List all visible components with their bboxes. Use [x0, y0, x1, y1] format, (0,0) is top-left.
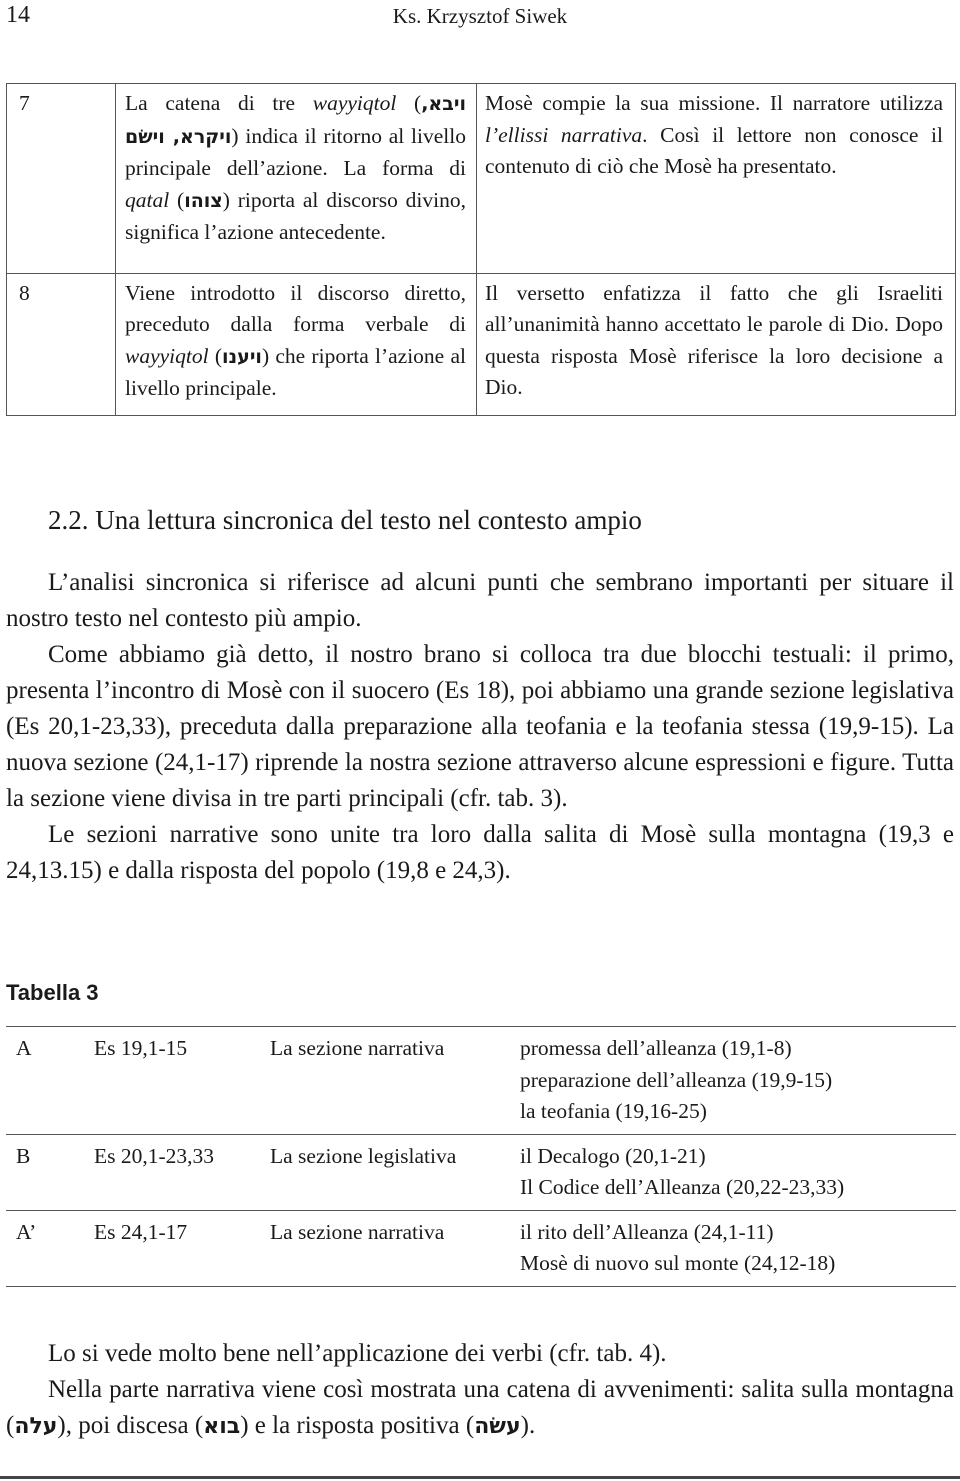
text-run: ( — [169, 187, 185, 212]
text-run: . Così il lettore non conosce il contenuto di ciò che Mosè ha presentato. — [485, 122, 943, 178]
text-run: La catena di tre — [125, 91, 313, 115]
passage-ref: Es 19,1-15 — [86, 1027, 262, 1135]
list-item: preparazione dell’alleanza (19,9-15) — [520, 1067, 833, 1092]
table-row — [7, 273, 956, 415]
text-run: wayyiqtol — [125, 343, 209, 368]
list-item: Il Codice dell’Alleanza (20,22-23,33) — [520, 1175, 845, 1199]
hebrew-text: ויבא, ויקרא, וישׂם — [125, 93, 466, 148]
section-type: La sezione narrativa — [262, 1210, 510, 1286]
text-run: ( — [396, 91, 422, 115]
section-contents — [510, 1210, 956, 1286]
syntax-note — [116, 274, 476, 405]
row-number: 8 — [19, 280, 30, 305]
list-item: la teofania (19,16-25) — [520, 1099, 707, 1123]
table-row — [6, 1210, 956, 1286]
text-run: ) e la risposta positiva ( — [240, 1412, 475, 1439]
syntax-note — [116, 84, 476, 249]
text-run: ) che riporta l’azione al livello principale. — [125, 343, 466, 400]
text-run: ) riporta al discorso divino, significa l’azione antecedente. — [125, 187, 466, 244]
closing-body — [6, 1336, 954, 1445]
text-run: ( — [208, 343, 223, 368]
text-run: ). — [520, 1412, 536, 1439]
text-run: Viene introdotto il discorso diretto, preceduto dalla forma verbale di — [125, 280, 466, 336]
structure-table — [6, 1026, 956, 1287]
section-contents — [510, 1134, 956, 1210]
section-body — [6, 565, 954, 889]
section-type: La sezione narrativa — [262, 1027, 510, 1135]
table-row — [6, 1134, 956, 1210]
hebrew-text: צוהו — [184, 189, 223, 212]
paragraph — [6, 1372, 954, 1445]
paragraph: Come abbiamo già detto, il nostro brano si colloca tra due blocchi testuali: il primo, presenta l’incontro di Mosè con il suocero (Es 18), poi abbiamo una grande sezione legislativa (Es 20,1-23,33), preceduta dalla preparazione alla teofania e la teofania stessa (19,9-15). La nuova sezione (24,1-17) riprende la nostra sezione attraverso alcune espressioni e figure. Tutta la sezione viene divisa in tre parti principali (cfr. tab. 3). — [6, 641, 954, 812]
narrative-note — [477, 84, 955, 183]
hebrew-text: ויענו — [222, 345, 262, 368]
bottom-rule — [0, 1476, 960, 1479]
table-row — [7, 84, 956, 274]
analysis-table — [6, 83, 956, 416]
list-item: il rito dell’Alleanza (24,1-11) — [520, 1219, 774, 1244]
text-run: ) indica il ritorno al livello principale dell’azione. La forma di — [125, 123, 466, 180]
list-item: il Decalogo (20,1-21) — [520, 1143, 706, 1168]
section-title: 2.2. Una lettura sincronica del testo nel contesto ampio — [48, 505, 642, 535]
paragraph: Lo si vede molto bene nell’applicazione dei verbi (cfr. tab. 4). — [48, 1340, 667, 1367]
passage-ref: Es 24,1-17 — [86, 1210, 262, 1286]
running-head: Ks. Krzysztof Siwek — [392, 4, 568, 28]
section-letter: A — [6, 1027, 86, 1135]
section-contents — [510, 1027, 956, 1135]
text-run: wayyiqtol — [312, 91, 397, 115]
text-run: Mosè compie la sua missione. Il narratore utilizza — [485, 91, 943, 115]
row-number: 7 — [19, 91, 30, 115]
paragraph: Le sezioni narrative sono unite tra loro dalla salita di Mosè sulla montagna (19,3 e 24,13.15) e dalla risposta del popolo (19,8 e 24,3). — [6, 821, 954, 884]
table-caption: Tabella 3 — [6, 980, 99, 1005]
text-run: Nella parte narrativa viene così mostrata una catena di avvenimenti: salita sulla montagna ( — [6, 1376, 954, 1439]
list-item: Mosè di nuovo sul monte (24,12-18) — [520, 1251, 836, 1275]
paragraph: L’analisi sincronica si riferisce ad alcuni punti che sembrano importanti per situare il nostro testo nel contesto più ampio. — [6, 569, 954, 632]
narrative-note: Il versetto enfatizza il fatto che gli Israeliti all’unanimità hanno accettato le parole di Dio. Dopo questa risposta Mosè riferisce la loro decisione a Dio. — [485, 280, 943, 399]
section-letter: B — [6, 1134, 86, 1210]
text-run: l’ellissi narrativa — [485, 122, 643, 147]
table-row — [6, 1027, 956, 1135]
text-run: ), poi discesa ( — [57, 1412, 204, 1439]
passage-ref: Es 20,1-23,33 — [86, 1134, 262, 1210]
hebrew-text: עשׂה — [474, 1414, 521, 1439]
section-letter: A’ — [6, 1210, 86, 1286]
text-run: qatal — [125, 187, 170, 212]
hebrew-text: עלה — [14, 1414, 58, 1439]
page-number: 14 — [6, 2, 30, 28]
section-type: La sezione legislativa — [262, 1134, 510, 1210]
list-item: promessa dell’alleanza (19,1-8) — [520, 1036, 792, 1060]
hebrew-text: בוא — [203, 1414, 241, 1439]
